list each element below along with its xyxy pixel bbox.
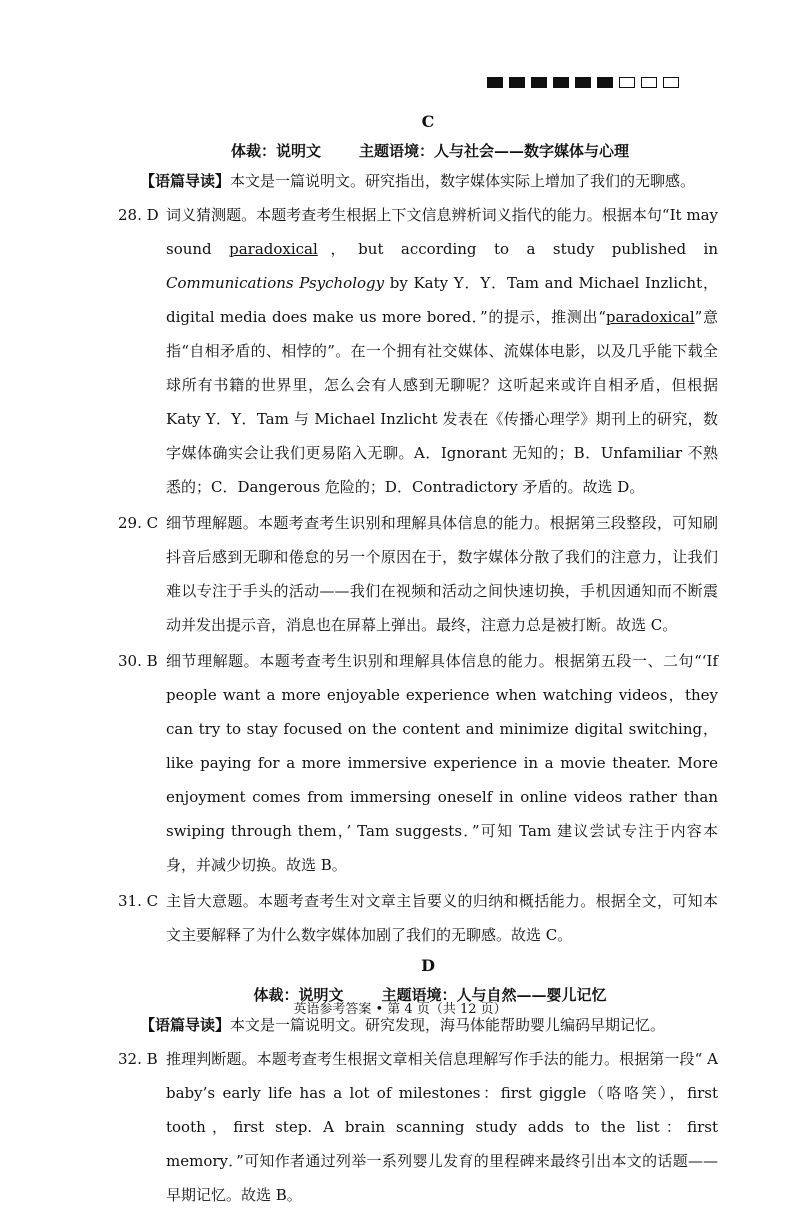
- genre-label: 体裁：说明文: [230, 142, 321, 160]
- header-marks: [487, 77, 679, 88]
- answer-item-30: [118, 644, 718, 882]
- intro-label: 【语篇导读】: [140, 172, 231, 190]
- answer-explanation: 推理判断题。本题考查考生根据文章相关信息理解写作手法的能力。根据第一段“ A baby’s early life has a lot of milestones：first giggle（咯咯笑），first tooth，first step. A brain scanning study adds to the list：first memory．”可知作者通过列举一系列婴儿发育的里程碑来最终引出本文的话题——早期记忆。故选 B。: [166, 1050, 718, 1204]
- answer-explanation: 细节理解题。本题考查考生识别和理解具体信息的能力。根据第五段一、二句“‘If people want a more enjoyable experience when watching videos，they can try to stay focused on the content and minimize digital switching，like paying for a more immersive experience in a movie theater. More enjoyment comes from immersing oneself in online videos rather than swiping through them，’ Tam suggests．”可知 Tam 建议尝试专注于内容本身，并减少切换。故选 B。: [166, 652, 718, 874]
- answer-explanation: 细节理解题。本题考查考生识别和理解具体信息的能力。根据第三段整段，可知刷抖音后感到无聊和倦怠的另一个原因在于，数字媒体分散了我们的注意力，让我们难以专注于手头的活动——我们在视频和活动之间快速切换，手机因通知而不断震动并发出提示音，消息也在屏幕上弹出。最终，注意力总是被打断。故选 C。: [166, 514, 718, 634]
- filled-square-mark: [575, 77, 591, 88]
- underlined-word: paradoxical: [229, 240, 318, 258]
- empty-square-mark: [619, 77, 635, 88]
- answer-number: 32. B: [118, 1050, 158, 1068]
- answer-number: 28. D: [118, 206, 159, 224]
- answer-number: 30. B: [118, 652, 158, 670]
- answer-explanation: [166, 198, 718, 504]
- text-segment: 词义猜测题。本题考查考生根据上下文信息辨析词义指代的能力。根据本句“It may sound: [166, 206, 718, 258]
- text-segment: by Katy Y．Y．Tam and Michael Inzlicht，digital media does make us more bored．”的提示，推测出“: [166, 274, 718, 326]
- section-c-meta: [142, 136, 718, 166]
- filled-square-mark: [553, 77, 569, 88]
- theme-label: 主题语境：人与自然——婴儿记忆: [381, 986, 607, 1004]
- filled-square-mark: [487, 77, 503, 88]
- answer-item-28: [118, 198, 718, 504]
- section-d-heading: D: [421, 956, 435, 975]
- text-segment: ，but according to a study published in: [317, 240, 718, 258]
- empty-square-mark: [641, 77, 657, 88]
- answer-number: 29. C: [118, 514, 159, 532]
- intro-text: 本文是一篇说明文。研究指出，数字媒体实际上增加了我们的无聊感。: [230, 172, 696, 190]
- filled-square-mark: [531, 77, 547, 88]
- underlined-word: paradoxical: [605, 308, 695, 326]
- answer-item-31: [118, 884, 718, 952]
- theme-label: 主题语境：人与社会——数字媒体与心理: [359, 142, 630, 160]
- genre-label: 体裁：说明文: [253, 986, 344, 1004]
- filled-square-mark: [509, 77, 525, 88]
- answer-item-32: [118, 1042, 718, 1212]
- text-segment: ”意指“自相矛盾的、相悖的”。在一个拥有社交媒体、流媒体电影，以及几乎能下载全球所有书籍的世界里，怎么会有人感到无聊呢？这听起来或许自相矛盾，但根据 Katy Y．Y．Tam 与 Michael Inzlicht 发表在《传播心理学》期刊上的研究，数字媒体确实会让我们更易陷入无聊。A．Ignorant 无知的；B．Unfamiliar 不熟悉的；C．Dangerous 危险的；D．Contradictory 矛盾的。故选 D。: [166, 308, 718, 496]
- intro-label: 【语篇导读】: [140, 1016, 231, 1034]
- answer-explanation: 主旨大意题。本题考查考生对文章主旨要义的归纳和概括能力。根据全文，可知本文主要解释了为什么数字媒体加剧了我们的无聊感。故选 C。: [166, 892, 718, 944]
- page-footer: 英语参考答案 • 第 4 页（共 12 页）: [293, 1002, 507, 1017]
- answer-number: 31. C: [118, 892, 159, 910]
- answer-item-29: [118, 506, 718, 642]
- section-c-heading: C: [421, 112, 435, 131]
- journal-title: Communications Psychology: [166, 274, 385, 292]
- section-c-intro: [118, 166, 718, 196]
- filled-square-mark: [597, 77, 613, 88]
- empty-square-mark: [663, 77, 679, 88]
- intro-text: 本文是一篇说明文。研究发现，海马体能帮助婴儿编码早期记忆。: [230, 1016, 666, 1034]
- page-content: [118, 108, 718, 1212]
